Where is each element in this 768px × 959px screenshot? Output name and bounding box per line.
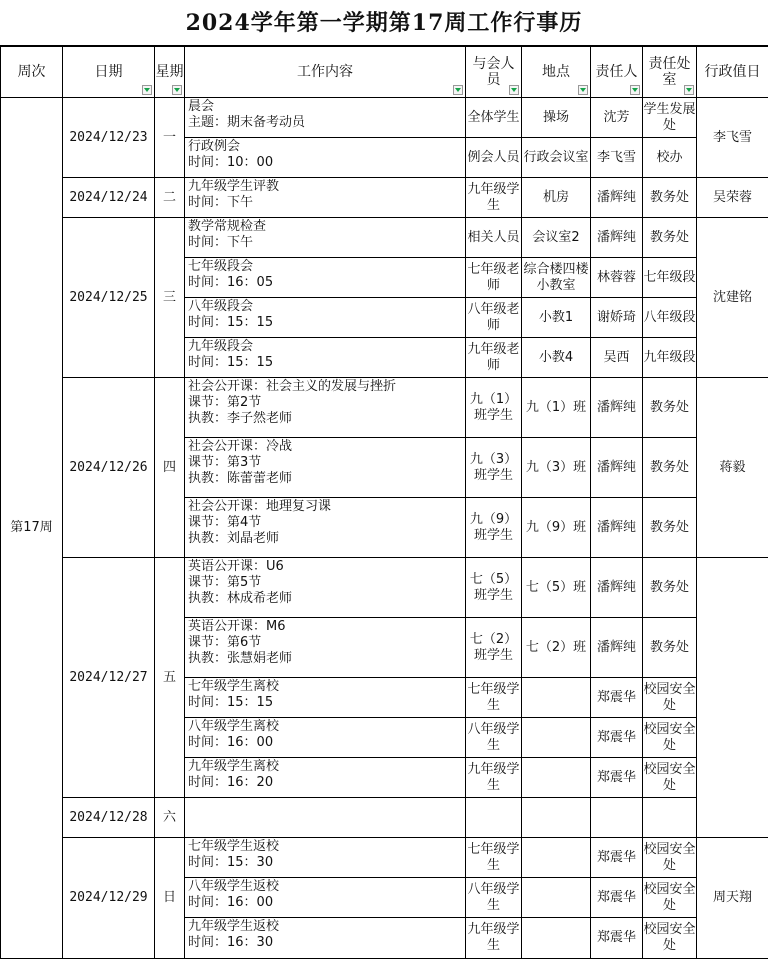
table-row	[1, 558, 768, 618]
dept-cell[interactable]: 校园安全处	[643, 918, 697, 959]
attendees-cell[interactable]: 七（2）班学生	[466, 618, 522, 678]
col-header-owner-label: 责任人	[596, 64, 638, 80]
owner-cell[interactable]: 郑震华	[591, 758, 643, 798]
place-cell[interactable]: 会议室2	[522, 218, 591, 258]
content-cell[interactable]	[185, 218, 466, 258]
table-row	[1, 798, 768, 838]
content-cell[interactable]	[185, 758, 466, 798]
attendees-cell[interactable]: 七年级老师	[466, 258, 522, 298]
content-line: 时间：下午	[188, 195, 463, 211]
owner-cell[interactable]: 潘辉纯	[591, 218, 643, 258]
owner-cell[interactable]: 谢娇琦	[591, 298, 643, 338]
attendees-cell[interactable]: 八年级老师	[466, 298, 522, 338]
content-line: 课节：第3节	[188, 455, 463, 471]
place-cell[interactable]: 七（5）班	[522, 558, 591, 618]
owner-cell[interactable]: 潘辉纯	[591, 378, 643, 438]
date-cell[interactable]: 2024/12/24	[63, 178, 155, 218]
attendees-cell[interactable]: 八年级学生	[466, 878, 522, 918]
sheet-title: 2024学年第一学期第17周工作行事历	[0, 0, 768, 46]
place-cell[interactable]	[522, 718, 591, 758]
content-line: 时间：15：15	[188, 695, 463, 711]
attendees-cell[interactable]: 例会人员	[466, 138, 522, 178]
filter-dropdown-icon[interactable]	[142, 85, 152, 95]
col-header-duty	[697, 47, 768, 98]
content-line: 晨会	[188, 99, 463, 115]
attendees-cell[interactable]: 九（1）班学生	[466, 378, 522, 438]
place-cell[interactable]	[522, 798, 591, 838]
content-cell[interactable]	[185, 338, 466, 378]
content-line: 时间：10：00	[188, 155, 463, 171]
col-header-week	[1, 47, 63, 98]
place-cell[interactable]: 九（1）班	[522, 378, 591, 438]
date-cell[interactable]: 2024/12/27	[63, 558, 155, 798]
col-header-attendees	[466, 47, 522, 98]
content-cell[interactable]	[185, 138, 466, 178]
content-line: 执教：张慧娟老师	[188, 651, 463, 667]
attendees-cell[interactable]: 九年级学生	[466, 758, 522, 798]
owner-cell[interactable]	[591, 798, 643, 838]
content-cell[interactable]	[185, 298, 466, 338]
content-cell[interactable]	[185, 178, 466, 218]
owner-cell[interactable]: 李飞雪	[591, 138, 643, 178]
content-line: 执教：刘晶老师	[188, 531, 463, 547]
dept-cell[interactable]: 九年级段	[643, 338, 697, 378]
content-line: 时间：15：30	[188, 855, 463, 871]
content-line: 时间：下午	[188, 235, 463, 251]
content-line: 执教：林成希老师	[188, 591, 463, 607]
col-header-attendees-label: 与会人员	[473, 56, 515, 88]
content-cell[interactable]	[185, 618, 466, 678]
content-line: 主题：期末备考动员	[188, 115, 463, 131]
content-line: 教学常规检查	[188, 219, 463, 235]
date-cell[interactable]: 2024/12/23	[63, 98, 155, 178]
attendees-cell[interactable]	[466, 798, 522, 838]
place-cell[interactable]: 综合楼四楼小教室	[522, 258, 591, 298]
content-cell[interactable]	[185, 878, 466, 918]
place-cell[interactable]	[522, 838, 591, 878]
place-cell[interactable]: 九（9）班	[522, 498, 591, 558]
owner-cell[interactable]: 潘辉纯	[591, 498, 643, 558]
table-row	[1, 98, 768, 138]
weekday-cell[interactable]: 五	[155, 558, 185, 798]
dept-cell[interactable]: 教务处	[643, 618, 697, 678]
content-cell[interactable]	[185, 558, 466, 618]
attendees-cell[interactable]: 九（9）班学生	[466, 498, 522, 558]
weekday-cell[interactable]: 三	[155, 218, 185, 378]
place-cell[interactable]: 九（3）班	[522, 438, 591, 498]
content-line: 九年级学生返校	[188, 919, 463, 935]
owner-cell[interactable]: 郑震华	[591, 838, 643, 878]
dept-cell[interactable]: 校园安全处	[643, 878, 697, 918]
col-header-dept-label: 责任处室	[649, 56, 691, 88]
col-header-weekday-label: 星期	[156, 64, 184, 80]
weekday-cell[interactable]: 日	[155, 838, 185, 959]
owner-cell[interactable]: 吴西	[591, 338, 643, 378]
content-line: 八年级学生返校	[188, 879, 463, 895]
table-row	[1, 218, 768, 258]
table-row	[1, 838, 768, 878]
place-cell[interactable]: 行政会议室	[522, 138, 591, 178]
place-cell[interactable]	[522, 758, 591, 798]
attendees-cell[interactable]: 八年级学生	[466, 718, 522, 758]
content-line: 课节：第2节	[188, 395, 463, 411]
content-line: 英语公开课：M6	[188, 619, 463, 635]
attendees-cell[interactable]: 全体学生	[466, 98, 522, 138]
dept-cell[interactable]: 校园安全处	[643, 678, 697, 718]
dept-cell[interactable]	[643, 798, 697, 838]
content-line: 七年级学生离校	[188, 679, 463, 695]
attendees-cell[interactable]: 七年级学生	[466, 678, 522, 718]
filter-dropdown-icon[interactable]	[684, 85, 694, 95]
dept-cell[interactable]: 教务处	[643, 498, 697, 558]
weekday-cell[interactable]: 二	[155, 178, 185, 218]
content-line: 时间：15：15	[188, 315, 463, 331]
date-cell[interactable]: 2024/12/29	[63, 838, 155, 959]
weekday-cell[interactable]: 一	[155, 98, 185, 178]
owner-cell[interactable]: 潘辉纯	[591, 618, 643, 678]
table-row	[1, 378, 768, 438]
col-header-week-label: 周次	[18, 64, 46, 80]
dept-cell[interactable]: 学生发展处	[643, 98, 697, 138]
content-cell[interactable]	[185, 498, 466, 558]
content-line: 英语公开课：U6	[188, 559, 463, 575]
place-cell[interactable]: 机房	[522, 178, 591, 218]
content-cell[interactable]	[185, 378, 466, 438]
content-cell[interactable]	[185, 718, 466, 758]
owner-cell[interactable]: 郑震华	[591, 918, 643, 959]
attendees-cell[interactable]: 七（5）班学生	[466, 558, 522, 618]
content-cell[interactable]	[185, 98, 466, 138]
weekday-cell[interactable]: 四	[155, 378, 185, 558]
attendees-cell[interactable]: 相关人员	[466, 218, 522, 258]
content-line: 时间：16：30	[188, 935, 463, 951]
owner-cell[interactable]: 潘辉纯	[591, 438, 643, 498]
col-header-date	[63, 47, 155, 98]
table-row	[1, 178, 768, 218]
content-line: 社会公开课：社会主义的发展与挫折	[188, 379, 463, 395]
duty-cell[interactable]: 沈建铭	[697, 218, 768, 378]
content-line: 七年级段会	[188, 259, 463, 275]
week-cell[interactable]: 第17周	[1, 98, 63, 959]
content-line: 八年级段会	[188, 299, 463, 315]
content-line: 执教：陈蕾蕾老师	[188, 471, 463, 487]
filter-dropdown-icon[interactable]	[630, 85, 640, 95]
dept-cell[interactable]: 校园安全处	[643, 718, 697, 758]
attendees-cell[interactable]: 九年级老师	[466, 338, 522, 378]
content-line: 时间：16：00	[188, 895, 463, 911]
place-cell[interactable]	[522, 878, 591, 918]
dept-cell[interactable]: 教务处	[643, 378, 697, 438]
owner-cell[interactable]: 潘辉纯	[591, 178, 643, 218]
dept-cell[interactable]: 八年级段	[643, 298, 697, 338]
dept-cell[interactable]: 七年级段	[643, 258, 697, 298]
attendees-cell[interactable]: 九年级学生	[466, 178, 522, 218]
filter-dropdown-icon[interactable]	[172, 85, 182, 95]
owner-cell[interactable]: 郑震华	[591, 678, 643, 718]
col-header-weekday	[155, 47, 185, 98]
content-cell[interactable]	[185, 258, 466, 298]
owner-cell[interactable]: 郑震华	[591, 718, 643, 758]
content-line: 时间：16：00	[188, 735, 463, 751]
date-cell[interactable]: 2024/12/25	[63, 218, 155, 378]
filter-dropdown-icon[interactable]	[578, 85, 588, 95]
attendees-cell[interactable]: 七年级学生	[466, 838, 522, 878]
dept-cell[interactable]: 校办	[643, 138, 697, 178]
schedule-table	[0, 46, 768, 959]
content-line: 八年级学生离校	[188, 719, 463, 735]
dept-cell[interactable]: 教务处	[643, 218, 697, 258]
content-line: 执教：李子然老师	[188, 411, 463, 427]
schedule-body	[1, 98, 768, 959]
dept-cell[interactable]: 校园安全处	[643, 758, 697, 798]
col-header-place	[522, 47, 591, 98]
header-row	[1, 47, 768, 98]
dept-cell[interactable]: 教务处	[643, 558, 697, 618]
col-header-place-label: 地点	[542, 64, 570, 80]
place-cell[interactable]	[522, 678, 591, 718]
content-cell[interactable]	[185, 918, 466, 959]
col-header-date-label: 日期	[95, 64, 123, 80]
content-line: 社会公开课：地理复习课	[188, 499, 463, 515]
dept-cell[interactable]: 校园安全处	[643, 838, 697, 878]
content-cell[interactable]	[185, 438, 466, 498]
content-line: 课节：第5节	[188, 575, 463, 591]
date-cell[interactable]: 2024/12/28	[63, 798, 155, 838]
owner-cell[interactable]: 沈芳	[591, 98, 643, 138]
content-line: 九年级段会	[188, 339, 463, 355]
attendees-cell[interactable]: 九年级学生	[466, 918, 522, 959]
place-cell[interactable]: 小教4	[522, 338, 591, 378]
dept-cell[interactable]: 教务处	[643, 178, 697, 218]
content-line: 时间：16：05	[188, 275, 463, 291]
filter-dropdown-icon[interactable]	[509, 85, 519, 95]
owner-cell[interactable]: 郑震华	[591, 878, 643, 918]
duty-cell[interactable]: 李飞雪	[697, 98, 768, 178]
duty-cell[interactable]: 周天翔	[697, 838, 768, 959]
place-cell[interactable]: 小教1	[522, 298, 591, 338]
content-line: 时间：16：20	[188, 775, 463, 791]
content-line: 七年级学生返校	[188, 839, 463, 855]
col-header-dept	[643, 47, 697, 98]
content-cell[interactable]	[185, 838, 466, 878]
content-line: 社会公开课：冷战	[188, 439, 463, 455]
place-cell[interactable]: 七（2）班	[522, 618, 591, 678]
weekday-cell[interactable]: 六	[155, 798, 185, 838]
place-cell[interactable]	[522, 918, 591, 959]
content-cell[interactable]	[185, 678, 466, 718]
duty-cell[interactable]	[697, 558, 768, 838]
content-line: 课节：第6节	[188, 635, 463, 651]
owner-cell[interactable]: 潘辉纯	[591, 558, 643, 618]
filter-dropdown-icon[interactable]	[453, 85, 463, 95]
content-line: 行政例会	[188, 139, 463, 155]
col-header-owner	[591, 47, 643, 98]
date-cell[interactable]: 2024/12/26	[63, 378, 155, 558]
col-header-content-label: 工作内容	[297, 64, 353, 80]
dept-cell[interactable]: 教务处	[643, 438, 697, 498]
col-header-duty-label: 行政值日	[705, 64, 761, 80]
content-line: 时间：15：15	[188, 355, 463, 371]
content-line: 九年级学生评教	[188, 179, 463, 195]
col-header-content	[185, 47, 466, 98]
content-cell[interactable]	[185, 798, 466, 838]
duty-cell[interactable]: 蒋毅	[697, 378, 768, 558]
content-line: 课节：第4节	[188, 515, 463, 531]
owner-cell[interactable]: 林蓉蓉	[591, 258, 643, 298]
place-cell[interactable]: 操场	[522, 98, 591, 138]
content-line: 九年级学生离校	[188, 759, 463, 775]
duty-cell[interactable]: 吴荣蓉	[697, 178, 768, 218]
attendees-cell[interactable]: 九（3）班学生	[466, 438, 522, 498]
